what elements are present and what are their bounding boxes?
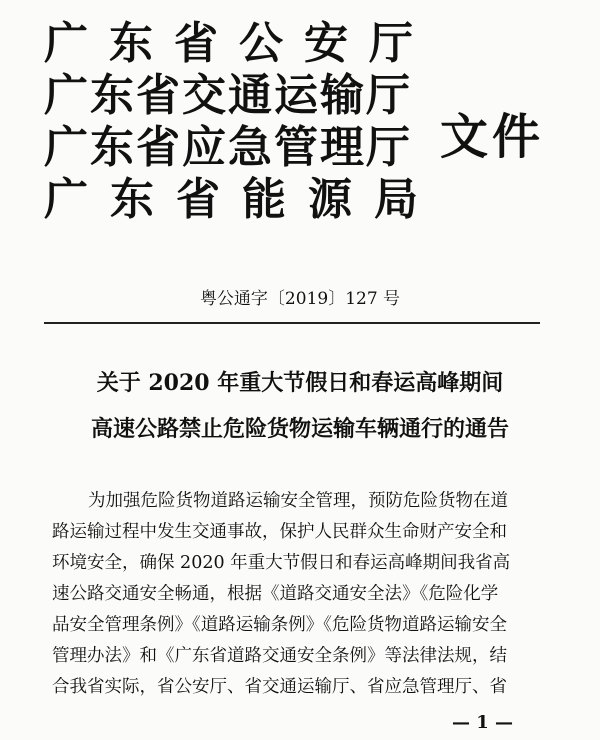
body-line: 合我省实际，省公安厅、省交通运输厅、省应急管理厅、省	[52, 677, 507, 697]
issuer-energy-bureau: 广东省能源局	[44, 174, 440, 225]
body-line: 速公路交通安全畅通，根据《道路交通安全法》《危险化学	[52, 584, 499, 604]
body-line: 路运输过程中发生交通事故，保护人民群众生命财产安全和	[52, 522, 507, 542]
issuer-emergency-management: 广东省应急管理厅	[44, 122, 412, 173]
notice-title-line-2: 高速公路禁止危险货物运输车辆通行的通告	[90, 416, 509, 442]
body-line: 为加强危险货物道路运输安全管理，预防危险货物在道	[88, 491, 508, 511]
body-line: 品安全管理条例》《道路运输条例》《危险货物道路运输安全	[52, 615, 507, 635]
body-paragraph	[52, 486, 552, 703]
issuer-public-security: 广东省公安厅	[44, 18, 434, 69]
notice-title-line-1: 关于 2020 年重大节假日和春运高峰期间	[96, 370, 504, 396]
issuer-block	[44, 18, 444, 226]
body-line: 环境安全，确保 2020 年重大节假日和春运高峰期间我省高	[52, 553, 511, 573]
header-divider	[44, 322, 540, 324]
page-number: — 1 —	[452, 712, 514, 733]
document-number: 粤公通字〔2019〕127 号	[199, 289, 401, 309]
issuer-transport: 广东省交通运输厅	[44, 70, 412, 121]
document-kind-label: 文件	[440, 109, 545, 165]
body-line: 管理办法》和《广东省道路交通安全条例》等法律法规，结	[52, 646, 507, 666]
